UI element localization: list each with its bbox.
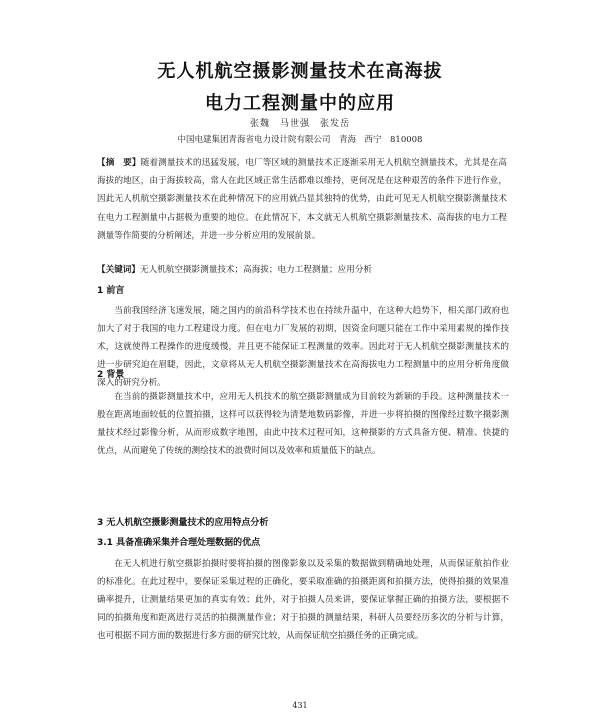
- keywords-text: 无人机航空摄影测量技术；高海拔；电力工程测量；应用分析: [139, 265, 373, 275]
- subsection-heading-3-1: 3.1 具备准确采集并合理处理数据的优点: [97, 538, 261, 548]
- section-heading-background: 2 背景: [97, 370, 125, 380]
- title-line-1: 无人机航空摄影测量技术在高海拔: [157, 61, 443, 82]
- abstract: [97, 154, 507, 245]
- abstract-label: 【摘 要】: [97, 158, 141, 168]
- section-text-background: 在当前的摄影测量技术中，应用无人机技术的航空摄影测量成为目前较为新颖的手段。这种测量技术一般在距离地面较低的位置拍摄，这样可以获得较为清楚地数码影像，并进一步将拍摄的图像经过数字摄影测量技术经过影像分析，从而形成数字地图，由此中技术过程可知，这种摄影的方式具备方便、精准、快捷的优点，从而避免了传统的测绘技术的浪费时间以及效率和质量低下的缺点。: [97, 392, 509, 456]
- section-text-intro: 当前我国经济飞速发展，随之国内的前沿科学技术也在持续升温中，在这种大趋势下，相关部门政府也加大了对于我国的电力工程建设力度。但在电力厂发展的初期，因资金问题只能在工作中采用素规的操作技术，这就使得工程操作的进度缓慢，并且更不能保证工程测量的效率。因此对于无人机航空摄影测量技术的进一步研究迫在眉睫，因此，文章将从无人机航空摄影测量技术在高海拔电力工程测量中的应用分析角度做深入的研究分析。: [97, 306, 509, 388]
- abstract-text: 随着测量技术的迅猛发展，电厂等区域的测量技术正逐渐采用无人机航空测量技术，尤其是在高海拔的地区，由于海拔较高，常人在此区域正常生活都难以维持，更何况是在这种艰苦的条件下进行作业，因此无人机航空摄影测量技术在此种情况下的应用就凸显其独特的优势，由此可见无人机航空摄影测量技术在电力工程测量中占据极为重要的地位。在此情况下，本文就无人机航空摄影测量技术、高海拔的电力工程测量等作简要的分析阐述，并进一步分析应用的发展前景。: [97, 158, 507, 241]
- subsection-text-3-1: 在无人机进行航空摄影拍摄时要将拍摄的图像影象以及采集的数据做到精确地处理，从而保证航拍作业的标准化。在此过程中，要保证采集过程的正确化，要采取准确的拍摄距离和拍摄方法，使得拍摄的效果准确率提升，让测量结果更加的真实有效；此外，对于拍摄人员来讲，要保证掌握正确的拍摄方法，要根据不同的拍摄角度和距离进行灵活的拍摄测量作业；对于拍摄的测量结果，科研人员要经历多次的分析与计算，也可根据不同方面的数据进行多方面的研究比较，从而保证航空拍摄任务的正确完成。: [97, 559, 509, 641]
- keywords: [97, 262, 507, 278]
- authors: 张魏 马世强 张发岳: [249, 119, 350, 129]
- section-heading-intro: 1 前言: [97, 286, 125, 296]
- section-heading-3: 3 无人机航空摄影测量技术的应用特点分析: [97, 518, 269, 528]
- page-number: 431: [292, 701, 308, 710]
- keywords-label: 【关键词】: [97, 265, 140, 275]
- affiliation: 中国电建集团青海省电力设计院有限公司 青海 西宁 810008: [177, 135, 423, 145]
- title-line-2: 电力工程测量中的应用: [205, 93, 395, 114]
